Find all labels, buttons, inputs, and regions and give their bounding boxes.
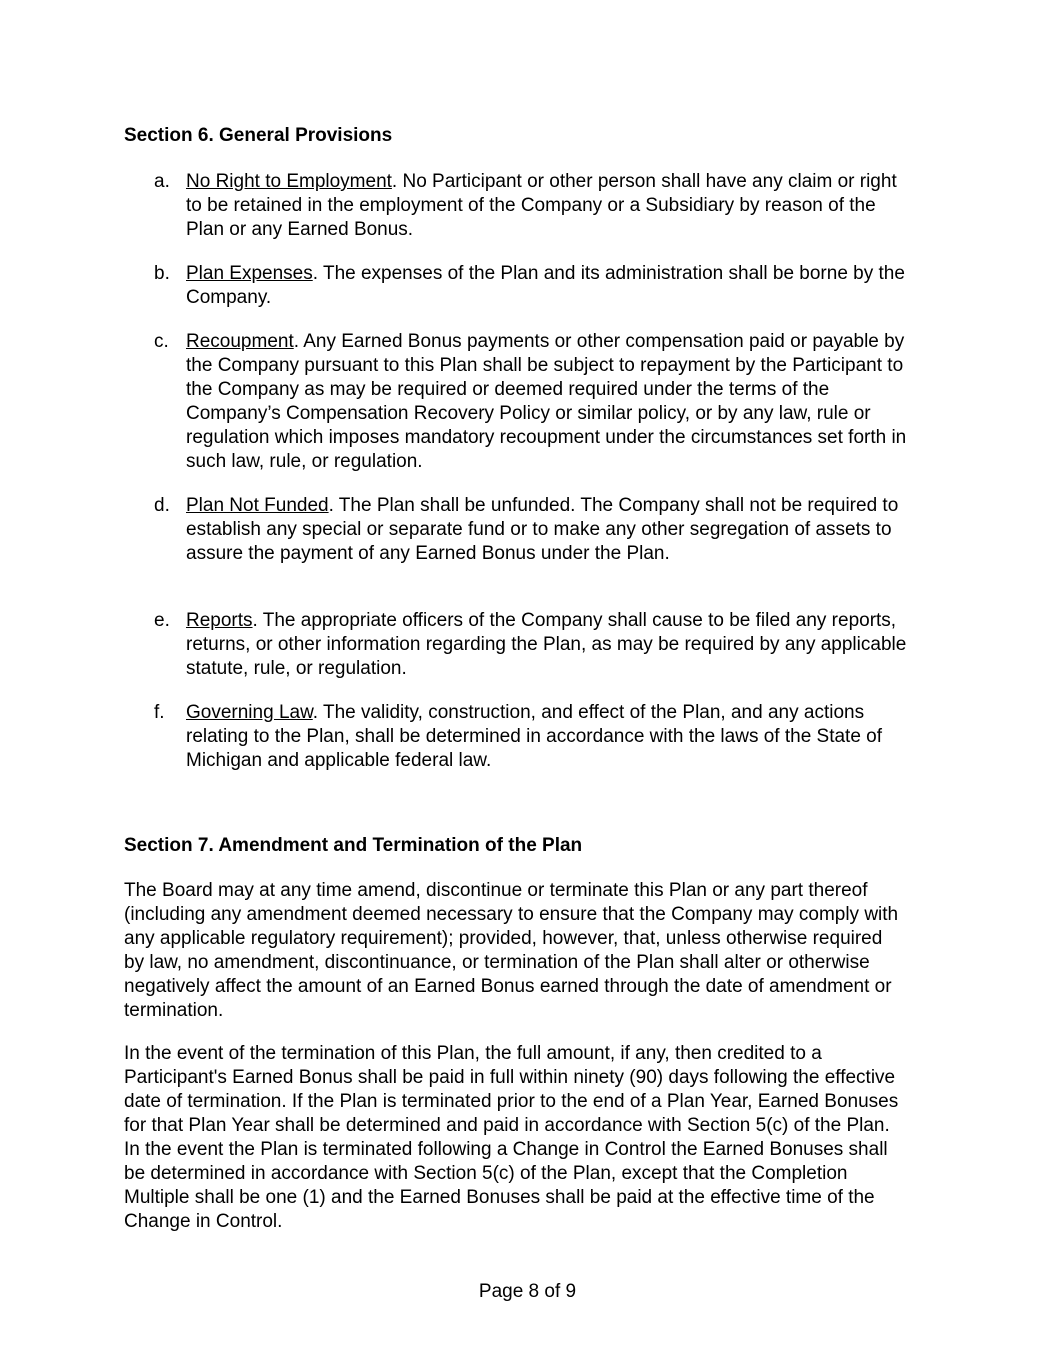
item-marker: a. (154, 171, 170, 192)
item-heading: Governing Law (186, 702, 313, 723)
item-marker: b. (154, 263, 170, 284)
provision-item-e (154, 609, 914, 681)
section-7-paragraph-1: The Board may at any time amend, discontinue or terminate this Plan or any part thereof (including any amendment deemed necessary to ensure that the Company may comply with any applicable regulatory requirement); provided, however, that, unless otherwise required by law, no amendment, discontinuance, or termination of the Plan shall alter or otherwise negatively affect the amount of an Earned Bonus earned through the date of amendment or termination. (124, 880, 899, 1021)
item-body: . The Plan shall be unfunded. The Company shall not be required to establish any special or separate fund or to make any other segregation of assets to assure the payment of any Earned Bonus under the Plan. (186, 495, 899, 564)
item-marker: c. (154, 331, 169, 352)
provision-item-a (154, 170, 914, 242)
item-marker: d. (154, 495, 170, 516)
item-body: . No Participant or other person shall have any claim or right to be retained in the employment of the Company or a Subsidiary by reason of the Plan or any Earned Bonus. (186, 171, 897, 240)
section-7-paragraph-2: In the event of the termination of this Plan, the full amount, if any, then credited to a Participant's Earned Bonus shall be paid in full within ninety (90) days following the effective date of termination. If the Plan is terminated prior to the end of a Plan Year, Earned Bonuses for that Plan Year shall be determined and paid in accordance with Section 5(c) of the Plan. In the event the Plan is terminated following a Change in Control the Earned Bonuses shall be determined in accordance with Section 5(c) of the Plan, except that the Completion Multiple shall be one (1) and the Earned Bonuses shall be paid at the effective time of the Change in Control. (124, 1043, 899, 1232)
item-body: . The expenses of the Plan and its administration shall be borne by the Company. (186, 263, 905, 308)
section-7-heading: Section 7. Amendment and Termination of the Plan (124, 835, 583, 856)
provision-item-b (154, 262, 914, 310)
provision-item-c (154, 330, 914, 474)
item-body: . The appropriate officers of the Company shall cause to be filed any reports, returns, or other information regarding the Plan, as may be required by any applicable statute, rule, or regulation. (186, 610, 907, 679)
item-marker: f. (154, 702, 165, 723)
item-heading: Reports (186, 610, 253, 631)
page-number: Page 8 of 9 (478, 1281, 577, 1302)
item-heading: Recoupment (186, 331, 294, 352)
section-6-heading: Section 6. General Provisions (124, 125, 393, 146)
item-heading: No Right to Employment (186, 171, 392, 192)
item-body: . Any Earned Bonus payments or other compensation paid or payable by the Company pursuant to this Plan shall be subject to repayment by the Participant to the Company as may be required or deemed required under the terms of the Company’s Compensation Recovery Policy or similar policy, or by any law, rule or regulation which imposes mandatory recoupment under the circumstances set forth in such law, rule, or regulation. (186, 331, 907, 472)
provision-item-d (154, 494, 914, 566)
item-body: . The validity, construction, and effect of the Plan, and any actions relating to the Plan, shall be determined in accordance with the laws of the State of Michigan and applicable federal law. (186, 702, 883, 771)
item-marker: e. (154, 610, 170, 631)
item-heading: Plan Not Funded (186, 495, 329, 516)
provision-item-f (154, 701, 914, 773)
item-heading: Plan Expenses (186, 263, 313, 284)
